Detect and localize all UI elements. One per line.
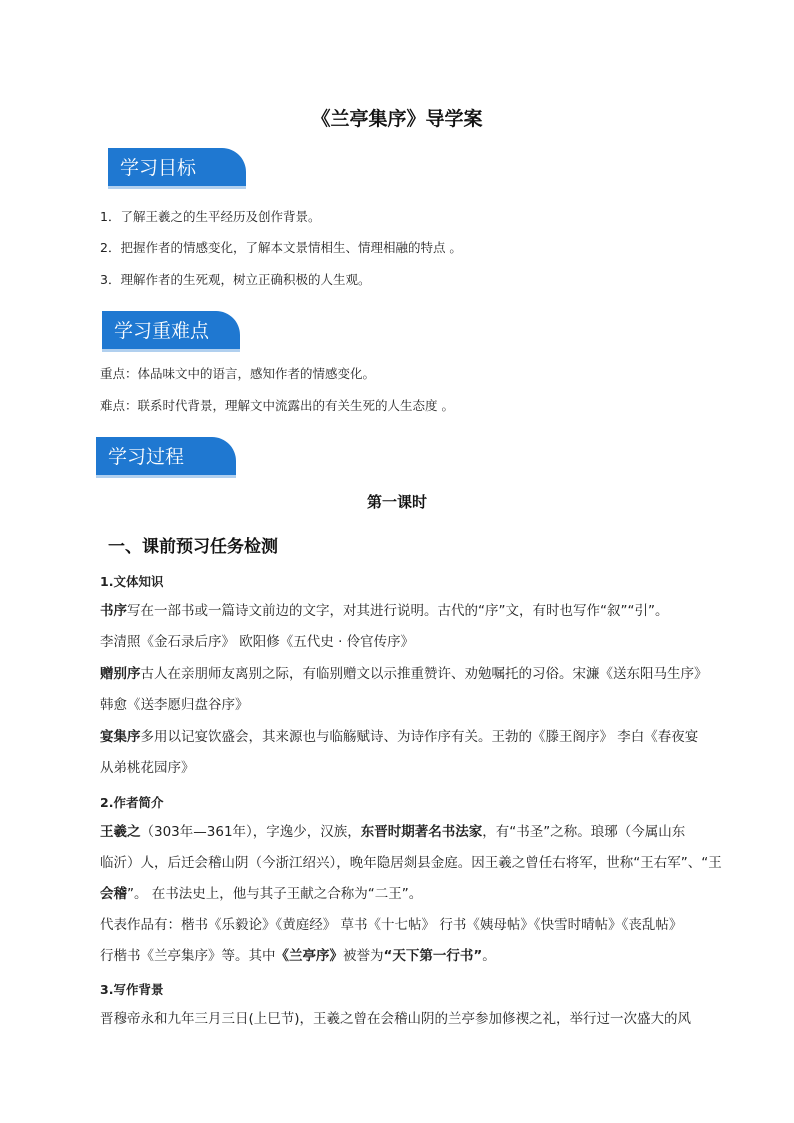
text: 从弟桃花园序》 [100,760,195,776]
banner-learning-process: 学习过程 [96,437,236,475]
subheading-background: 3.写作背景 [100,982,164,997]
genre-xu-paragraph [100,596,740,658]
banner-learning-goals: 学习目标 [108,148,246,186]
goal-item: 1．了解王羲之的生平经历及创作背景。 [100,209,321,224]
goal-item: 2．把握作者的情感变化，了解本文景情相生、情理相融的特点 。 [100,240,462,255]
text: 代表作品有：楷书《乐毅论》《黄庭经》 草书《十七帖》 行书《姨母帖》《快雪时晴帖》《丧乱帖》 [100,917,683,933]
lesson-heading: 第一课时 [366,493,427,511]
text: 行楷书《兰亭集序》等。其中 [100,948,276,964]
text: 临沂）人，后迁会稽山阴（今浙江绍兴），晚年隐居剡县金庭。因王羲之曾任右将军，世称“王右军”、“王 [100,855,722,871]
text: 李清照《金石录后序》 欧阳修《五代史 · 伶官传序》 [100,634,415,650]
works-paragraph [100,910,740,972]
text: （303年—361年），字逸少，汉族， [140,824,361,840]
focus-point: 重点：体品味文中的语言，感知作者的情感变化。 [100,366,376,381]
text: 会稽 [100,886,127,902]
genre-zeng-paragraph [100,659,740,721]
term-farewell-preface: 赠别序 [100,666,141,682]
background-paragraph [100,1004,740,1035]
subheading-genre: 1.文体知识 [100,574,164,589]
text: 写在一部书或一篇诗文前边的文字，对其进行说明。古代的“序”文，有时也写作“叙”“引”。 [127,603,669,619]
text: 《兰亭序》 [275,948,343,964]
text: ”。 在书法史上，他与其子王献之合称为“二王”。 [127,886,423,902]
document-title: 《兰亭集序》导学案 [311,108,483,130]
term-banquet-preface: 宴集序 [100,729,141,745]
banner-key-points: 学习重难点 [102,311,240,349]
term-book-preface: 书序 [100,603,127,619]
genre-yan-paragraph [100,722,740,784]
text: 韩愈《送李愿归盘谷序》 [100,697,249,713]
subheading-author: 2.作者简介 [100,795,164,810]
difficulty-point: 难点：联系时代背景，理解文中流露出的有关生死的人生态度 。 [100,398,454,413]
text: ，有“书圣”之称。琅琊（今属山东 [482,824,686,840]
author-name: 王羲之 [100,824,141,840]
text: 被誉为 [343,948,384,964]
part-heading: 一、课前预习任务检测 [108,537,278,557]
text: 古人在亲朋师友离别之际，有临别赠文以示推重赞许、劝勉嘱托的习俗。宋濂《送东阳马生序》 [140,666,708,682]
text: 多用以记宴饮盛会，其来源也与临觞赋诗、为诗作序有关。王勃的《滕王阁序》 李白《春夜宴 [140,729,699,745]
goal-item: 3．理解作者的生死观，树立正确积极的人生观。 [100,272,371,287]
text: “天下第一行书” [383,948,483,964]
text: 东晋时期著名书法家 [360,824,483,840]
text: 。 [482,948,496,964]
author-bio-paragraph [100,817,740,910]
text: 晋穆帝永和九年三月三日(上巳节)，王羲之曾在会稽山阴的兰亭参加修禊之礼，举行过一次盛大的风 [100,1011,692,1027]
